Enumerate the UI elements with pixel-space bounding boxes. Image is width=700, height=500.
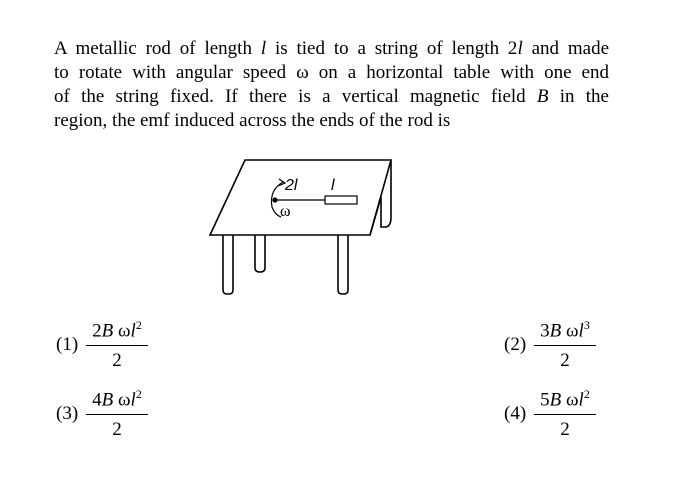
fraction (534, 387, 596, 441)
table-leg-front-right (338, 235, 348, 294)
rod (325, 196, 357, 204)
symbol-l: l (130, 320, 136, 342)
text-span: A metallic rod of length (54, 38, 261, 59)
option-number: (2) (504, 334, 527, 356)
text-span: of the string fixed. If there is a vertical magnetic field (54, 86, 537, 107)
option-number: (3) (56, 403, 79, 425)
table-leg-back-left (255, 235, 265, 272)
question-line (54, 109, 609, 133)
symbol-b: B (101, 389, 114, 411)
symbol-b: B (549, 389, 562, 411)
coefficient: 2 (92, 320, 102, 342)
text-span: and made (522, 38, 610, 59)
option-1[interactable] (56, 318, 148, 372)
exponent: 2 (583, 387, 590, 401)
fraction (86, 318, 148, 372)
text-span: region, the emf induced across the ends of the rod is (54, 110, 451, 131)
symbol-omega: ω (118, 320, 131, 342)
angular-speed-label: ω (280, 203, 291, 220)
symbol-b: B (549, 320, 562, 342)
question-line (54, 61, 609, 85)
numerator (534, 318, 596, 346)
italic-b: B (536, 86, 549, 107)
symbol-l: l (578, 389, 584, 411)
numerator (86, 387, 148, 415)
text-span: to rotate with angular speed ω on a horizontal table with one end (54, 62, 609, 83)
italic-l: l (260, 38, 267, 59)
denominator: 2 (560, 419, 570, 441)
symbol-omega: ω (566, 320, 579, 342)
numerator (534, 387, 596, 415)
option-4[interactable] (504, 387, 596, 441)
denominator: 2 (112, 419, 122, 441)
exponent: 2 (135, 318, 142, 332)
question-line (54, 37, 609, 61)
question-text (54, 37, 609, 133)
string-length-label: 2l (285, 177, 298, 194)
coefficient: 3 (540, 320, 550, 342)
coefficient: 4 (92, 389, 102, 411)
symbol-b: B (101, 320, 114, 342)
text-span: is tied to a string of length 2 (266, 38, 518, 59)
option-3[interactable] (56, 387, 148, 441)
option-number: (1) (56, 334, 79, 356)
question-line (54, 85, 609, 109)
rotating-rod-figure (205, 155, 395, 300)
symbol-omega: ω (566, 389, 579, 411)
table-top (210, 160, 391, 235)
symbol-l: l (578, 320, 584, 342)
italic-l: l (517, 38, 523, 59)
coefficient: 5 (540, 389, 550, 411)
fraction (534, 318, 596, 372)
symbol-l: l (130, 389, 136, 411)
option-number: (4) (504, 403, 527, 425)
numerator (86, 318, 148, 346)
rod-length-label: l (331, 177, 335, 194)
exponent: 3 (583, 318, 590, 332)
symbol-omega: ω (118, 389, 131, 411)
text-span: in the (548, 86, 609, 107)
exponent: 2 (135, 387, 142, 401)
denominator: 2 (560, 350, 570, 372)
denominator: 2 (112, 350, 122, 372)
option-2[interactable] (504, 318, 596, 372)
fraction (86, 387, 148, 441)
table-leg-front-left (223, 235, 233, 294)
